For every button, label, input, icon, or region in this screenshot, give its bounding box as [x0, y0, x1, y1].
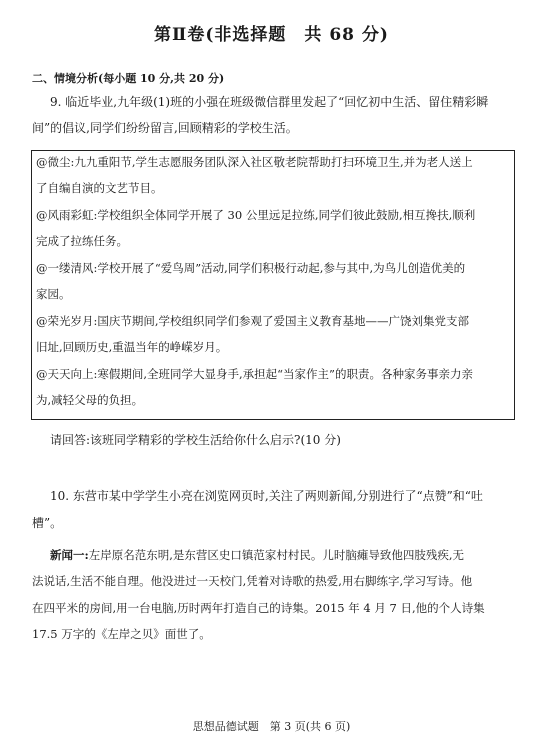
news-one-label: 新闻一: — [50, 548, 89, 562]
q10-intro-line2: 槽”。 — [32, 516, 63, 530]
news-one-line3: 在四平米的房间,用一台电脑,历时两年打造自己的诗集。2015 年 4 月 7 日,他的个人诗集 — [32, 601, 485, 615]
page-footer: 思想品德试题 第 3 页(共 6 页) — [192, 720, 351, 733]
message-line: @荣光岁月:国庆节期间,学校组织同学们参观了爱国主义教育基地——广饶刘集党支部 — [36, 314, 470, 328]
message-line: @一缕清风:学校开展了“爱鸟周”活动,同学们积极行动起,参与其中,为鸟儿创造优美的 — [36, 261, 466, 275]
page-title: 第Ⅱ卷(非选择题 共 68 分) — [154, 25, 389, 45]
message-line: 旧址,回顾历史,重温当年的峥嵘岁月。 — [36, 340, 228, 354]
q10-intro-line1: 10. 东营市某中学学生小亮在浏览网页时,关注了两则新闻,分别进行了“点赞”和“吐 — [50, 489, 483, 503]
message-line: 家园。 — [36, 287, 71, 301]
news-one-line4: 17.5 万字的《左岸之贝》面世了。 — [32, 627, 211, 641]
message-line: 为,减轻父母的负担。 — [36, 393, 144, 407]
message-box — [31, 150, 515, 420]
message-line: @天天向上:寒假期间,全班同学大显身手,承担起“当家作主”的职责。各种家务事亲力亲 — [36, 367, 473, 381]
q9-intro-line1: 9. 临近毕业,九年级(1)班的小强在班级微信群里发起了“回忆初中生活、留住精彩瞬 — [50, 95, 489, 109]
message-line: @微尘:九九重阳节,学生志愿服务团队深入社区敬老院帮助打扫环境卫生,并为老人送上 — [36, 155, 473, 169]
news-one-text: 左岸原名范东明,是东营区史口镇范家村村民。儿时脑瘫导致他四肢残疾,无 — [88, 548, 465, 562]
section-heading: 二、情境分析(每小题 10 分,共 20 分) — [32, 72, 225, 85]
q9-intro-line2: 间”的倡议,同学们纷纷留言,回顾精彩的学校生活。 — [32, 121, 298, 135]
news-one-line2: 法说话,生活不能自理。他没进过一天校门,凭着对诗歌的热爱,用右脚练字,学习写诗。他 — [32, 574, 473, 588]
message-line: 完成了拉练任务。 — [36, 234, 128, 248]
message-line: 了自编自演的文艺节目。 — [36, 181, 163, 195]
q9-question: 请回答:该班同学精彩的学校生活给你什么启示?(10 分) — [50, 433, 341, 447]
message-line: @风雨彩虹:学校组织全体同学开展了 30 公里远足拉练,同学们彼此鼓励,相互搀扶,顺利 — [36, 208, 476, 222]
news-one-line1 — [50, 542, 464, 568]
